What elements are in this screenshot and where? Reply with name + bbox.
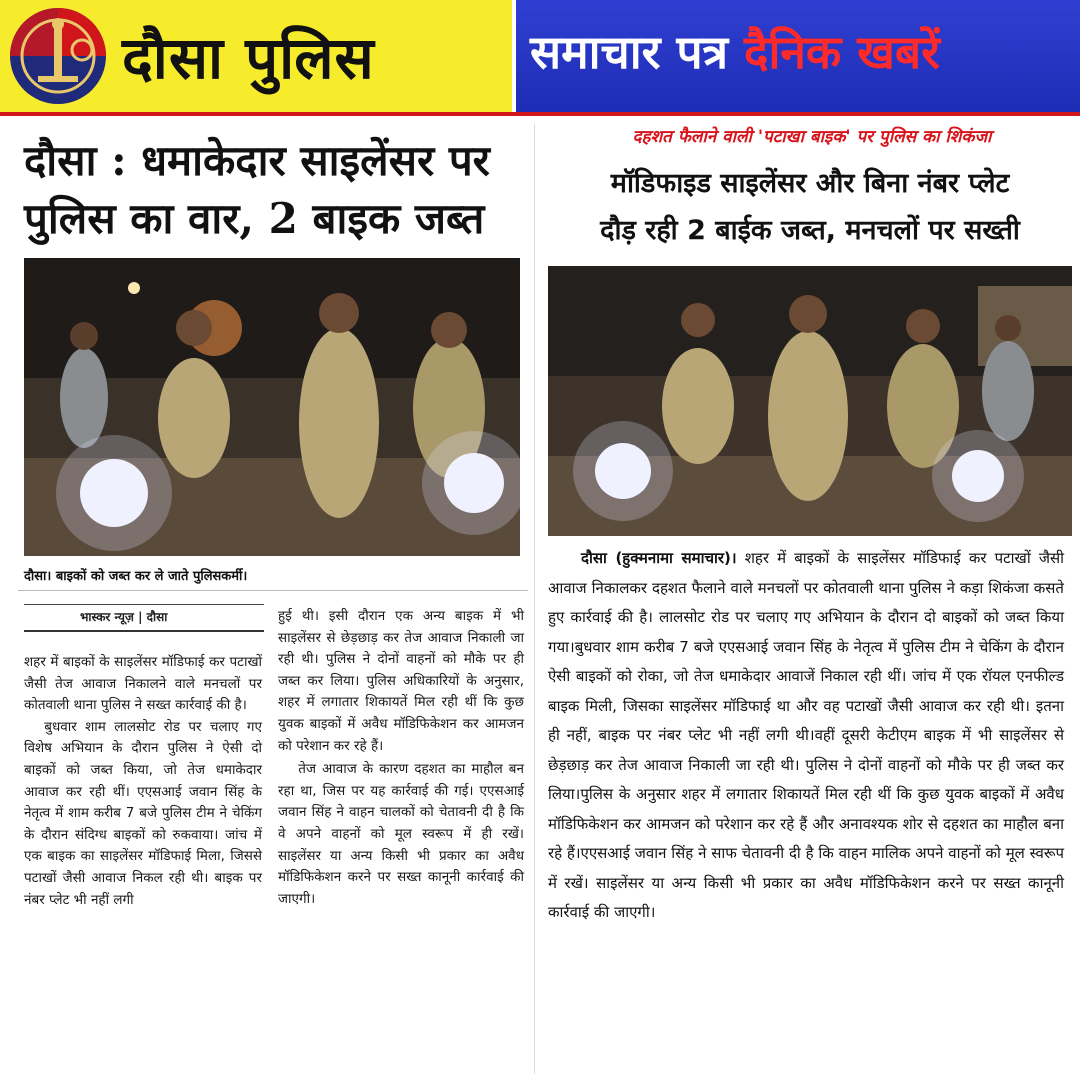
column-divider (534, 124, 535, 1074)
left-separator (18, 590, 528, 591)
left-col1-para-1: शहर में बाइकों के साइलेंसर मॉडिफाई कर पटाखों जैसी तेज आवाज निकालने वाले मनचलों पर कोतवाली थाना पुलिस ने सख्त कार्रवाई की है। (24, 654, 262, 714)
right-news-photo (548, 266, 1072, 536)
byline-rule-top (24, 604, 264, 605)
right-body-text (548, 544, 1064, 928)
banner-right-title-part2: दैनिक खबरें (744, 25, 940, 79)
byline-rule-bottom (24, 630, 264, 632)
banner-right-title (530, 20, 940, 82)
left-photo-caption: दौसा। बाइकों को जब्त कर ले जाते पुलिसकर्मी। (24, 569, 248, 584)
left-body-column-1 (24, 652, 262, 911)
police-emblem-icon (8, 6, 108, 106)
right-headline (548, 160, 1072, 254)
left-col2-para-2: तेज आवाज के कारण दहशत का माहौल बन रहा था, जिस पर यह कार्रवाई की गई। एएसआई जवान सिंह ने वाहन चालकों को चेतावनी दी है कि वे अपने वाहनों को मूल स्वरूप में ही रखें। साइलेंसर या अन्य किसी भी प्रकार का अवैध मॉडिफिकेशन करने पर सख्त कानूनी कार्रवाई की जाएगी। (278, 761, 524, 907)
top-banner (0, 0, 1080, 112)
banner-left-title: दौसा पुलिस (122, 24, 375, 92)
right-headline-line-1: मॉडिफाइड साइलेंसर और बिना नंबर प्लेट (610, 168, 1010, 199)
banner-right-title-part1: समाचार पत्र (530, 25, 728, 79)
right-body-paragraph: शहर में बाइकों के साइलेंसर मॉडिफाई कर पटाखों जैसी आवाज निकालकर दहशत फैलाने वाले मनचलों पर कोतवाली थाना पुलिस ने कड़ा शिकंजा कसते हुए कार्रवाई की है। लालसोट रोड पर चलाए गए अभियान के दौरान दो बाइकों को जब्त किया गया।बुधवार शाम करीब 7 बजे एएसआई जवान सिंह के नेतृत्व में पुलिस टीम ने चेकिंग के दौरान ऐसी बाइकों को रोका, जो तेज धमाकेदार आवाजें निकाल रही थीं। जांच में एक रॉयल एनफील्ड बाइक मिली, जिसका साइलेंसर मॉडिफाई था और वह पटाखों जैसी आवाज कर रही थी। इतना ही नहीं, बाइक पर नंबर प्लेट भी नहीं लगी थी।वहीं दूसरी केटीएम बाइक में भी साइलेंसर से छेड़छाड़ कर तेज आवाज निकाली जा रही थी। पुलिस ने दोनों वाहनों को मौके पर ही जब्त कर लिया।पुलिस के अनुसार शहर में लगातार शिकायतें मिल रही थीं कि कुछ युवक बाइकों में अवैध मॉडिफिकेशन कर आमजन को परेशान कर रहे हैं और अनावश्यक शोर से दहशत का माहौल बना रहे हैं।एएसआई जवान सिंह ने साफ चेतावनी दी है कि वाहन मालिक अपने वाहनों को मूल स्वरूप में रखें। साइलेंसर या अन्य किसी भी प्रकार का अवैध मॉडिफिकेशन करने पर सख्त कानूनी कार्रवाई की जाएगी। (548, 549, 1064, 921)
right-dateline: दौसा (हुक्मनामा समाचार)। (581, 549, 737, 567)
left-body-column-2 (278, 606, 524, 910)
left-headline: दौसा : धमाकेदार साइलेंसर पर पुलिस का वार, 2 बाइक जब्त (24, 136, 490, 243)
banner-underline (0, 112, 1080, 116)
right-subheadline: दहशत फैलाने वाली 'पटाखा बाइक' पर पुलिस का शिकंजा (632, 127, 992, 147)
left-news-photo (24, 258, 520, 556)
left-col1-para-2: बुधवार शाम लालसोट रोड पर चलाए गए विशेष अभियान के दौरान पुलिस ने ऐसी दो बाइकों को जब्त किया, जो तेज धमाकेदार आवाज कर रही थीं। एएसआई जवान सिंह के नेतृत्व में शाम करीब 7 बजे पुलिस टीम ने चेकिंग के दौरान संदिग्ध बाइकों को रुकवाया। जांच में एक बाइक का साइलेंसर मॉडिफाई मिला, जिससे पटाखों जैसी आवाज निकल रही थी। बाइक पर नंबर प्लेट भी नहीं लगी (24, 718, 262, 908)
left-col2-para-1: हुई थी। इसी दौरान एक अन्य बाइक में भी साइलेंसर से छेड़छाड़ कर तेज आवाज निकाली जा रही थी। पुलिस ने दोनों वाहनों को मौके पर ही जब्त कर लिया। पुलिस अधिकारियों के अनुसार, शहर में लगातार शिकायतें मिल रही थीं कि कुछ युवक बाइकों में अवैध मॉडिफिकेशन कर आमजन को परेशान कर रहे हैं। (278, 608, 524, 754)
left-byline: भास्कर न्यूज़ | दौसा (80, 610, 168, 624)
right-headline-line-2: दौड़ रही 2 बाईक जब्त, मनचलों पर सख्ती (600, 215, 1020, 246)
